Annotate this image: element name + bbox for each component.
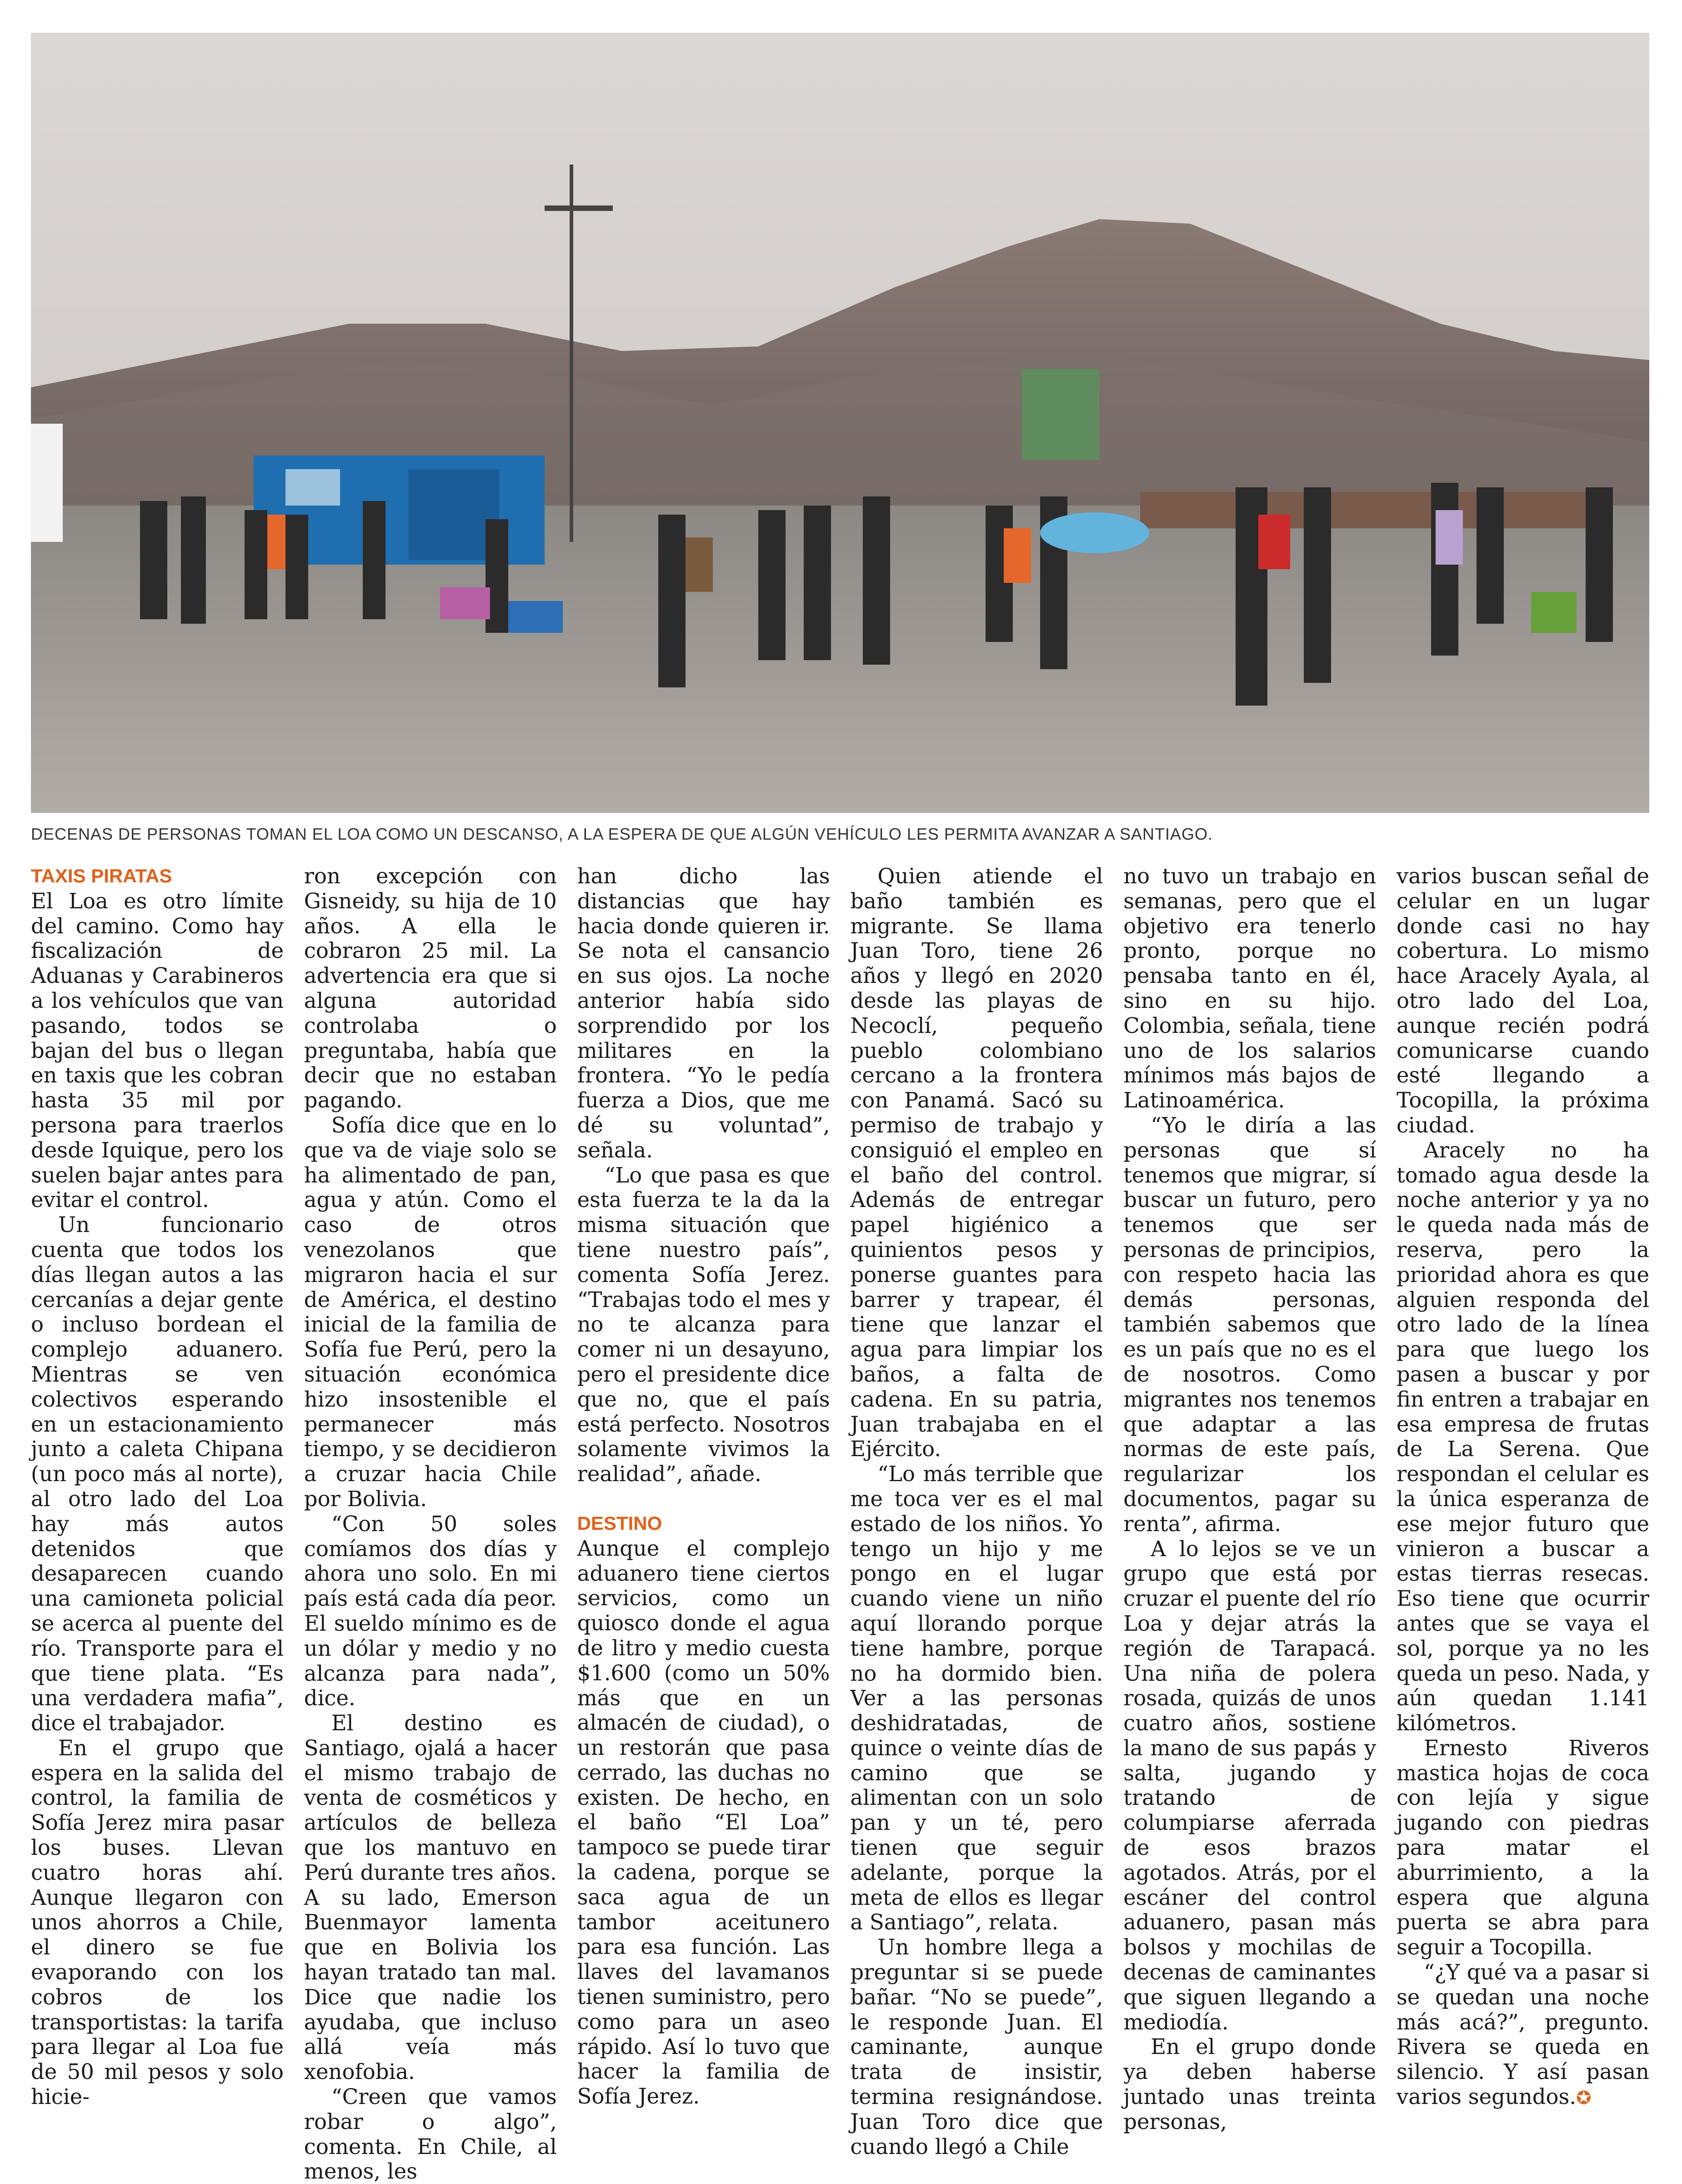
paragraph: El destino es Santiago, ojalá a hacer el mismo trabajo de venta de cosméticos y artículos de belleza que los mantuvo en Perú durante tres años. A su lado, Emerson Buenmayor lamenta que en Bolivia los hayan tratado tan mal. Dice que nadie los ayudaba, que incluso allá veía más xenofobia. <box>304 1711 557 2084</box>
paragraph <box>1397 1960 1649 2111</box>
photo-caption: DECENAS DE PERSONAS TOMAN EL LOA COMO UN DESCANSO, A LA ESPERA DE QUE ALGÚN VEHÍCULO LES PERMITA AVANZAR A SANTIAGO. <box>31 825 1213 843</box>
article-body <box>31 864 1649 2184</box>
column-4 <box>850 864 1103 2159</box>
news-photo <box>31 33 1649 813</box>
photo-border-crossing-scene <box>31 33 1649 813</box>
paragraph: Un funcionario cuenta que todos los días llegan autos a las cercanías a dejar gente o incluso bordean el complejo aduanero. Mientras se ven colectivos esperando en un estacionamiento junto a caleta Chipana (un poco más al norte), al otro lado del Loa hay más autos detenidos que desaparecen cuando una camioneta policial se acerca al puente del río. Transporte para el que tiene plata. “Es una verdadera mafia”, dice el trabajador. <box>31 1212 284 1736</box>
paragraph: Quien atiende el baño también es migrante. Se llama Juan Toro, tiene 26 años y llegó en 2020 desde las playas de Necoclí, pequeño pueblo colombiano cercano a la frontera con Panamá. Sacó su permiso de trabajo y consiguió el empleo en el baño del control. Además de entregar papel higiénico a quinientos pesos y ponerse guantes para barrer y trapear, él tiene que lanzar el agua para limpiar los baños, a falta de cadena. En su patria, Juan trabajaba en el Ejército. <box>850 864 1103 1462</box>
paragraph: En el grupo que espera en la salida del control, la familia de Sofía Jerez mira pasar los buses. Llevan cuatro horas ahí. Aunque llegaron con unos ahorros a Chile, el dinero se fue evaporando con los cobros de los transportistas: la tarifa para llegar al Loa fue de 50 mil pesos y solo hicie- <box>31 1735 284 2109</box>
paragraph: no tuvo un trabajo en semanas, pero que el objetivo era tenerlo pronto, porque no pensaba tanto en él, sino en su hijo. Colombia, señala, tiene uno de los salarios mínimos más bajos de Latinoamérica. <box>1123 864 1377 1113</box>
paragraph: Sofía dice que en lo que va de viaje solo se ha alimentado de pan, agua y atún. Como el caso de otros venezolanos que migraron hacia el sur de América, el destino inicial de la familia de Sofía fue Perú, pero la situación económica hizo insostenible el permanecer más tiempo, y se decidieron a cruzar hacia Chile por Bolivia. <box>304 1112 557 1511</box>
paragraph: Aracely no ha tomado agua desde la noche anterior y ya no le queda nada más de reserva, pero la prioridad ahora es que alguien responda del otro lado de la línea para que luego los pasen a buscar y por fin entren a trabajar en esa empresa de frutas de La Serena. Que respondan el celular es la única esperanza de ese mejor futuro que vinieron a buscar a estas tierras resecas. Eso tiene que ocurrir antes que se vaya el sol, porque ya no les queda un peso. Nada, y aún quedan 1.141 kilómetros. <box>1396 1137 1649 1736</box>
paragraph: “Yo le diría a las personas que sí tenemos que migrar, sí buscar un futuro, pero tenemos que ser personas de principios, con respeto hacia las demás personas, también sabemos que es un país que no es el de nosotros. Como migrantes nos tenemos que adaptar a las normas de este país, regularizar los documentos, pagar su renta”, afirma. <box>1123 1112 1377 1536</box>
paragraph: varios buscan señal de celular en un lugar donde casi no hay cobertura. Lo mismo hace Aracely Ayala, al otro lado del Loa, aunque recién podrá comunicarse cuando esté llegando a Tocopilla, la próxima ciudad. <box>1396 864 1649 1137</box>
paragraph: Ernesto Riveros mastica hojas de coca con lejía y sigue jugando con piedras para matar el aburrimiento, a la espera que alguna puerta se abra para seguir a Tocopilla. <box>1396 1735 1649 1960</box>
subhead-taxis-piratas: TAXIS PIRATAS <box>31 865 172 887</box>
column-3 <box>577 864 830 2109</box>
column-6 <box>1396 864 1649 2109</box>
paragraph: “Lo más terrible que me toca ver es el mal estado de los niños. Yo tengo un hijo y me pongo en el lugar cuando viene un niño aquí llorando porque tiene hambre, porque no ha dormido bien. Ver a las personas deshidratadas, de quince o veinte días de camino que se alimentan con un solo pan y un té, pero tienen que seguir adelante, porque la meta de ellos es llegar a Santiago”, relata. <box>850 1462 1103 1935</box>
column-5 <box>1123 864 1377 2134</box>
paragraph: “Lo que pasa es que esta fuerza te la da la misma situación que tiene nuestro país”, comenta Sofía Jerez. “Trabajas todo el mes y no te alcanza para comer ni un desayuno, pero el presidente dice que no, que el país está perfecto. Nosotros solamente vivimos la realidad”, añade. <box>577 1162 830 1487</box>
paragraph: ron excepción con Gisneidy, su hija de 10 años. A ella le cobraron 25 mil. La advertencia era que si alguna autoridad controlaba o preguntaba, había que decir que no estaban pagando. <box>304 864 557 1113</box>
column-1 <box>31 864 284 2109</box>
paragraph: Aunque el complejo aduanero tiene ciertos servicios, como un quiosco donde el agua de litro y medio cuesta $1.600 (como un 50% más que en un almacén de ciudad), o un restorán que pasa cerrado, las duchas no existen. De hecho, en el baño “El Loa” tampoco se puede tirar la cadena, porque se saca agua de un tambor aceitunero para esa función. Las llaves del lavamanos tienen suministro, pero como para un aseo rápido. Así lo tuvo que hacer la familia de Sofía Jerez. <box>577 1536 830 2109</box>
paragraph: El Loa es otro límite del camino. Como hay fiscalización de Aduanas y Carabineros a los vehículos que van pasando, todos se bajan del bus o llegan en taxis que les cobran hasta 35 mil por persona para traerlos desde Iquique, pero los suelen bajar antes para evitar el control. <box>31 888 284 1212</box>
paragraph: En el grupo donde ya deben haberse juntado unas treinta personas, <box>1123 2034 1377 2134</box>
paragraph: “Creen que vamos robar o algo”, comenta. En Chile, al menos, les <box>304 2084 557 2184</box>
paragraph: A lo lejos se ve un grupo que está por cruzar el puente del río Loa y dejar atrás la región de Tarapacá. Una niña de polera rosada, quizás de unos cuatro años, sostiene la mano de sus papás y salta, jugando y tratando de columpiarse aferrada de esos brazos agotados. Atrás, por el escáner del control aduanero, pasan más bolsos y mochilas de decenas de caminantes que siguen llegando a mediodía. <box>1123 1536 1377 2034</box>
end-mark-icon: ✪ <box>1576 2088 1592 2109</box>
column-2 <box>304 864 557 2184</box>
paragraph: Un hombre llega a preguntar si se puede bañar. “No se puede”, le responde Juan. El caminante, aunque trata de insistir, termina resignándose. Juan Toro dice que cuando llegó a Chile <box>850 1935 1103 2159</box>
paragraph: “Con 50 soles comíamos dos días y ahora uno solo. En mi país está cada día peor. El sueldo mínimo es de un dólar y medio y no alcanza para nada”, dice. <box>304 1511 557 1711</box>
paragraph-text: “¿Y qué va a pasar si se quedan una noche más acá?”, pregunto. Rivera se queda en silencio. Y así pasan varios segundos. <box>1396 1960 1649 2109</box>
paragraph: han dicho las distancias que hay hacia donde quieren ir. Se nota el cansancio en sus ojos. La noche anterior había sido sorprendido por los militares en la frontera. “Yo le pedía fuerza a Dios, que me dé su voluntad”, señala. <box>577 864 830 1162</box>
subhead-destino: DESTINO <box>577 1512 662 1534</box>
